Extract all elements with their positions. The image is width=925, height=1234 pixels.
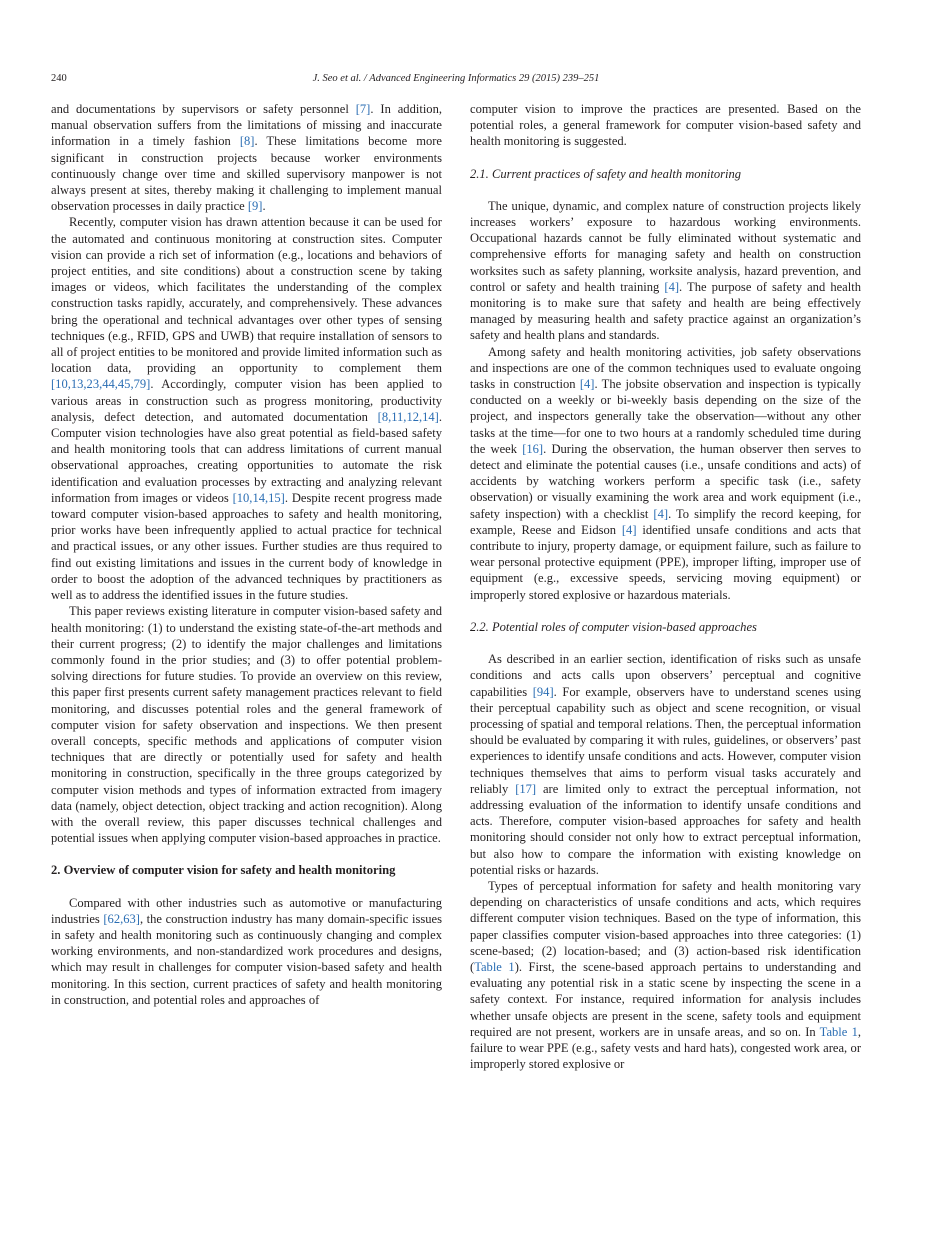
running-header xyxy=(51,73,861,87)
paragraph xyxy=(470,101,861,150)
citation-link[interactable]: [9] xyxy=(247,199,263,214)
paragraph xyxy=(470,878,861,1072)
text-run: Recently, computer vision has drawn attention because it can be used for the automated and continuous monitoring at construction sites. Computer vision can provide a rich set of information (e.g., locations and behaviors of project entities, and site conditions) about a construction scene by taking images or videos, which facilitates the understanding of the complex construction tasks rapidly, accurately, and comprehensively. These advances bring the operational and technical advantages over other types of sensing techniques (e.g., RFID, GPS and UWB) that require installation of sensors to all of project entities to be monitored and provide limited information such as location data, providing an opportunity to complement them xyxy=(51,215,442,376)
citation-link[interactable]: [4] xyxy=(621,522,637,537)
paragraph xyxy=(470,344,861,603)
subsection-heading: 2.2. Potential roles of computer vision-based approaches xyxy=(470,619,757,634)
text-run: identified unsafe conditions and acts that contribute to injury, property damage, or equipment failure, such as failure to wear personal protective equipment (PPE), improper lifting, improper use of equipment (e.g., excessive speeds, servicing moving equipment) or improperly stored explosive or hazardous materials. xyxy=(470,522,861,602)
text-run: and documentations by supervisors or safety personnel xyxy=(51,102,356,116)
citation-link[interactable]: [16] xyxy=(522,441,544,456)
section-heading: 2. Overview of computer vision for safety and health monitoring xyxy=(51,863,396,878)
text-run: . To simplify the record keeping, for example, Reese and Eidson xyxy=(470,506,861,537)
paragraph xyxy=(51,603,442,846)
citation-link[interactable]: [4] xyxy=(664,279,680,294)
text-run: . During the observation, the human observer then serves to detect and eliminate the potential causes (i.e., unsafe conditions and acts) of accidents by watching workers perform a specific task (i.e., safety observation) or visually examining the work area and work equipment (i.e., safety inspection) with a checklist xyxy=(470,441,861,521)
paragraph xyxy=(470,198,861,344)
text-run: The unique, dynamic, and complex nature of construction projects likely increases workers’ exposure to hazardous working environments. Occupational hazards cannot be fully eliminated without systematic and comprehensive efforts for managing safety and health on construction worksites such as safety planning, worksite analysis, hazard prevention, and control or safety and health training xyxy=(470,198,861,294)
text-run: Compared with other industries such as automotive or manufacturing industries xyxy=(51,895,442,926)
citation-link[interactable]: [8,11,12,14] xyxy=(377,409,439,424)
citation-link[interactable]: [10,14,15] xyxy=(232,490,285,505)
left-column xyxy=(51,101,442,1008)
citation-link[interactable]: [8] xyxy=(239,134,255,149)
page-number: 240 xyxy=(51,73,67,84)
text-run: , failure to wear PPE (e.g., safety vests and hard hats), congested work area, or improperly stored explosive or xyxy=(470,1024,861,1072)
text-run: Types of perceptual information for safety and health monitoring vary depending on characteristics of unsafe conditions and acts, which requires different computer vision techniques. Based on the type of information, this paper classifies computer vision-based approaches into three categories: (1) scene-based; (2) location-based; and (3) action-based risk identification ( xyxy=(470,878,861,974)
paragraph xyxy=(51,101,442,214)
text-run: . In addition, manual observation suffers from the limitations of missing and inaccurate information in a timely fashion xyxy=(51,102,442,149)
citation-link[interactable]: [10,13,23,44,45,79] xyxy=(51,377,151,392)
text-run: This paper reviews existing literature in computer vision-based safety and health monitoring: (1) to understand the existing state-of-the-art methods and their current progress; (2) to identify the major challenges and limitations commonly found in the prior studies; and (3) to offer potential problem-solving directions for future studies. To provide an overview on this review, this paper first presents current safety management practices relevant to field monitoring, and discusses potential roles and the general framework of computer vision for safety observation and inspections. We then present overall concepts, specific methods and applications of computer vision techniques that are directly or potentially used for safety and health monitoring in construction, specifically in the three groups categorized by computer vision methods and types of information extracted from imagery data (namely, object detection, object tracking and action recognition). Along with the overall review, this paper discusses technical challenges and potential issues when applying computer vision-based approaches in practice. xyxy=(51,604,442,846)
text-run: . The jobsite observation and inspection is typically conducted on a weekly or bi-weekly basis depending on the size of the project, and inspectors generally take the observation—without any other tasks at the time—for one to two hours at a randomly scheduled time during the week xyxy=(470,377,861,456)
text-run: . Computer vision technologies have also great potential as field-based safety and health monitoring tools that can address limitations of current manual observational approaches, creating opportunities to automate the risk identification and evaluation processes by extracting and analyzing relevant information from images or videos xyxy=(51,409,442,505)
citation-link[interactable]: [17] xyxy=(515,781,537,796)
text-run: are limited only to extract the perceptual information, not addressing evaluation of the information to identify unsafe conditions and acts. Therefore, computer vision-based approaches for safety and health monitoring should consider not only how to extract perceptual information, but also how to compare the information with existing knowledge on potential risks or hazards. xyxy=(470,781,861,877)
citation-link[interactable]: Table 1 xyxy=(474,959,515,974)
text-run: . These limitations become more significant in construction projects because worker environments continuously change over time and skilled supervisory manpower is not always present at sites, thereby making it challenging to implement manual observation processes in daily practice xyxy=(51,134,442,214)
paragraph xyxy=(470,651,861,878)
text-run: . The purpose of safety and health monitoring is to make sure that safety and health are being effectively managed by measuring health and safety practice against an organization’s safety and health plans and standards. xyxy=(470,279,861,343)
citation-link[interactable]: Table 1 xyxy=(819,1024,858,1039)
text-run: As described in an earlier section, identification of risks such as unsafe conditions and acts calls upon observers’ perceptual and cognitive capabilities xyxy=(470,652,861,699)
text-run: . For example, observers have to understand scenes using their perceptual capability such as object and scene recognition, or visual processing of spatial and temporal relations. Then, the perceptual information should be evaluated by comparing it with rules, guidelines, or observers’ past experiences to identify unsafe conditions and acts. However, computer vision techniques themselves that aims to perform visual tasks accurately and reliably xyxy=(470,684,861,796)
running-title: J. Seo et al. / Advanced Engineering Informatics 29 (2015) 239–251 xyxy=(312,73,600,84)
text-run: ). First, the scene-based approach pertains to understanding and evaluating any potential risk in a static scene by inspecting the scene in a safety context. For instance, required information for analysis includes whether unsafe objects are present in the scene, safety tools and equipment required are not present, workers are in unsafe areas, and so on. In xyxy=(470,959,861,1039)
paragraph xyxy=(51,895,442,1008)
citation-link[interactable]: [62,63] xyxy=(103,911,140,926)
text-run: . Accordingly, computer vision has been applied to various areas in construction such as progress monitoring, productivity analysis, defect detection, and automated documentation xyxy=(51,377,442,424)
paragraph xyxy=(51,214,442,603)
citation-link[interactable]: [94] xyxy=(532,684,554,699)
citation-link[interactable]: [4] xyxy=(653,506,669,521)
citation-link[interactable]: [7] xyxy=(355,102,371,116)
text-run: . Despite recent progress made toward computer vision-based approaches to safety and health monitoring, prior works have been infrequently applied to actual practice for technical and practical issues, or any other issues. Further studies are thus required to find out existing limitations and issues in the current body of knowledge in order to boost the adoption of the advanced techniques by practitioners as well as to address the identified issues in the future studies. xyxy=(51,490,443,603)
text-run: Among safety and health monitoring activities, job safety observations and inspections are one of the common techniques used to evaluate ongoing tasks in construction xyxy=(470,344,861,392)
citation-link[interactable]: [4] xyxy=(579,377,595,392)
subsection-heading: 2.1. Current practices of safety and health monitoring xyxy=(470,166,742,181)
text-run: . xyxy=(262,199,266,214)
text-run: computer vision to improve the practices are presented. Based on the potential roles, a general framework for computer vision-based safety and health monitoring is suggested. xyxy=(470,102,861,149)
right-column xyxy=(470,101,861,1072)
text-run: , the construction industry has many domain-specific issues in safety and health monitoring such as continuously changing and complex working environments, and non-standardized work procedures and designs, which may result in challenges for computer vision-based safety and health monitoring. In this section, current practices of safety and health monitoring in construction, and potential roles and approaches of xyxy=(51,911,442,1007)
